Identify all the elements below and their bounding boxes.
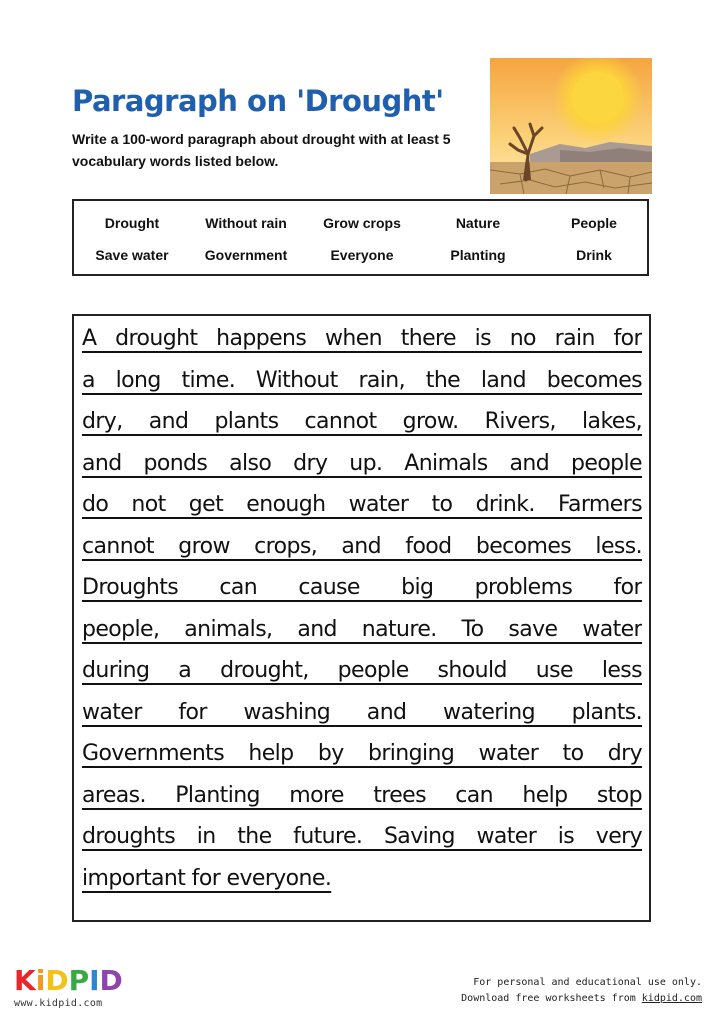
footer-note (461, 975, 702, 1007)
paragraph-line: important for everyone. (82, 866, 332, 891)
paragraph-line: do not get enough water to drink. Farmers (82, 492, 642, 517)
paragraph-line: A drought happens when there is no rain for (82, 326, 642, 351)
paragraph-line: and ponds also dry up. Animals and people (82, 451, 642, 476)
logo-letter: P (68, 964, 90, 997)
paragraph-box (72, 314, 651, 922)
paragraph-line: droughts in the future. Saving water is very (82, 824, 642, 849)
paragraph-line: cannot grow crops, and food becomes less. (82, 534, 642, 559)
vocab-word: Save water (95, 247, 169, 263)
logo-wordmark (14, 966, 123, 996)
vocab-word: Everyone (330, 247, 394, 263)
logo-letter: I (89, 964, 100, 997)
logo-url: www.kidpid.com (14, 998, 103, 1009)
vocab-word: Government (204, 247, 288, 263)
vocab-word: Grow crops (323, 215, 401, 231)
logo-letter: K (14, 964, 36, 997)
footer-link[interactable]: kidpid.com (641, 993, 702, 1004)
drought-landscape-icon (490, 58, 652, 194)
worksheet-title: Paragraph on 'Drought' (72, 84, 444, 118)
footer-line-2 (461, 991, 702, 1007)
paragraph-line: people, animals, and nature. To save water (82, 617, 642, 642)
vocab-word: Without rain (205, 215, 287, 231)
paragraph-line: areas. Planting more trees can help stop (82, 783, 642, 808)
paragraph-line: dry, and plants cannot grow. Rivers, lakes, (82, 409, 642, 434)
vocab-word: Nature (455, 215, 501, 231)
vocab-word: Drink (576, 247, 612, 263)
vocab-word: People (571, 215, 617, 231)
paragraph-line: during a drought, people should use less (82, 658, 642, 683)
paragraph-line: a long time. Without rain, the land becomes (82, 368, 642, 393)
footer-line-1: For personal and educational use only. (473, 977, 702, 988)
vocab-word: Drought (104, 215, 160, 231)
kidpid-logo[interactable] (14, 966, 123, 1009)
logo-letter: D (99, 964, 123, 997)
worksheet-instructions: Write a 100-word paragraph about drought with at least 5 vocabulary words listed below. (72, 131, 451, 169)
paragraph-line: Governments help by bringing water to dry (82, 741, 642, 766)
logo-letter: i (35, 964, 46, 997)
vocab-word: Planting (450, 247, 506, 263)
footer-line-2-prefix: Download free worksheets from (461, 993, 642, 1004)
vocabulary-box (72, 199, 649, 276)
logo-letter: D (45, 964, 69, 997)
paragraph-line: water for washing and watering plants. (82, 700, 642, 725)
paragraph-line: Droughts can cause big problems for (82, 575, 642, 600)
